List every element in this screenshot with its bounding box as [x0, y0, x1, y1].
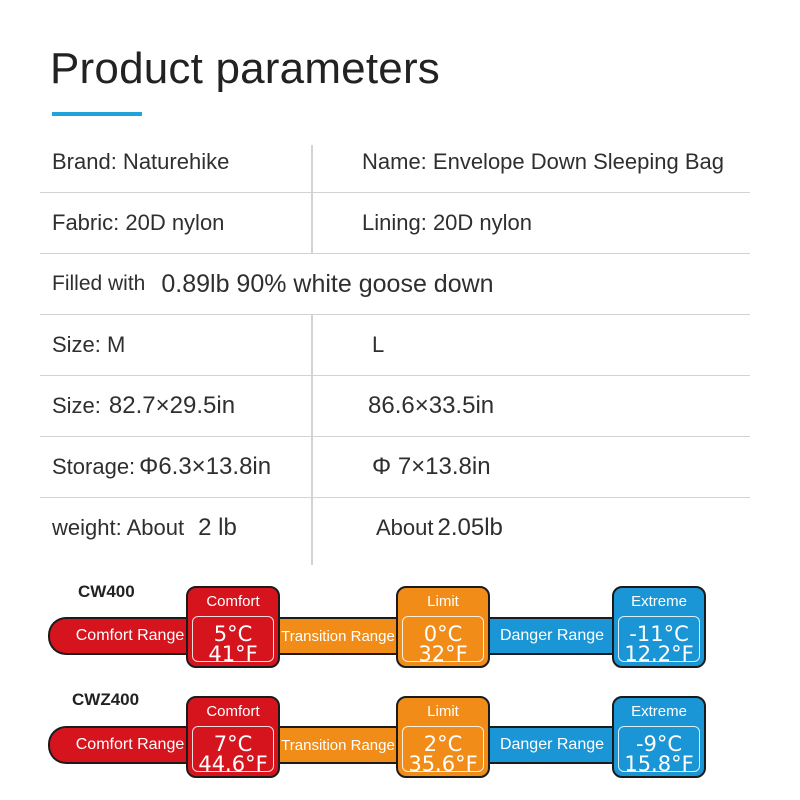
weight-m-value: 2 lb	[198, 514, 237, 541]
weight-l-prefix: About	[376, 515, 434, 540]
storage-l-value: Φ 7×13.8in	[372, 453, 491, 480]
storage-m-cell	[52, 437, 271, 497]
table-row	[40, 132, 750, 193]
danger-range-band: Danger Range	[490, 726, 614, 764]
comfort-celsius: 5°C	[213, 622, 253, 646]
comfort-celsius: 7°C	[213, 732, 253, 756]
table-row	[40, 437, 750, 498]
filled-label: Filled with	[52, 272, 146, 295]
parameters-table	[40, 132, 750, 558]
transition-range-band: Transition Range	[276, 617, 400, 655]
comfort-inner-frame	[192, 616, 274, 662]
extreme-box	[612, 696, 706, 778]
temperature-rating-cw400	[40, 582, 760, 682]
extreme-fahrenheit: 15.8°F	[624, 752, 694, 776]
comfort-head: Comfort	[206, 593, 260, 610]
brand-cell: Brand: Naturehike	[52, 149, 230, 174]
limit-box	[396, 586, 490, 668]
extreme-inner-frame	[618, 616, 700, 662]
limit-inner-frame	[402, 726, 484, 772]
dimension-m-value: 82.7×29.5in	[108, 392, 236, 419]
comfort-box	[186, 586, 280, 668]
weight-m-cell	[52, 498, 237, 558]
comfort-fahrenheit: 41°F	[208, 642, 258, 666]
table-row	[40, 498, 750, 558]
limit-celsius: 0°C	[423, 622, 463, 646]
rating-bar	[40, 690, 760, 790]
limit-box	[396, 696, 490, 778]
temperature-rating-cwz400	[40, 690, 760, 790]
weight-l-value: 2.05lb	[437, 514, 503, 541]
page-title: Product parameters	[50, 44, 440, 93]
table-row	[40, 315, 750, 376]
comfort-fahrenheit: 44.6°F	[198, 752, 268, 776]
dimension-label: Size:	[52, 393, 101, 418]
danger-range-band: Danger Range	[490, 617, 614, 655]
transition-range-band: Transition Range	[276, 726, 400, 764]
table-row	[40, 254, 750, 315]
dimension-l-cell	[368, 376, 494, 436]
comfort-range-band: Comfort Range	[48, 726, 210, 764]
storage-label: Storage:	[52, 454, 136, 479]
storage-l-cell	[372, 437, 491, 497]
comfort-inner-frame	[192, 726, 274, 772]
dimension-m-cell	[52, 376, 235, 436]
extreme-fahrenheit: 12.2°F	[624, 642, 694, 666]
extreme-celsius: -9°C	[635, 732, 683, 756]
name-cell: Name: Envelope Down Sleeping Bag	[362, 149, 725, 174]
comfort-box	[186, 696, 280, 778]
model-label: CW400	[78, 582, 135, 601]
limit-celsius: 2°C	[423, 732, 463, 756]
extreme-head: Extreme	[631, 703, 687, 720]
extreme-head: Extreme	[631, 593, 687, 610]
model-label: CWZ400	[72, 690, 140, 709]
title-accent-bar	[52, 112, 142, 116]
limit-head: Limit	[427, 593, 459, 610]
rating-bar	[40, 582, 760, 682]
comfort-range-band: Comfort Range	[48, 617, 210, 655]
comfort-head: Comfort	[206, 703, 260, 720]
fabric-cell: Fabric: 20D nylon	[52, 210, 225, 235]
extreme-box	[612, 586, 706, 668]
limit-fahrenheit: 35.6°F	[408, 752, 478, 776]
filled-value: 0.89lb 90% white goose down	[161, 269, 494, 298]
limit-head: Limit	[427, 703, 459, 720]
dimension-l-value: 86.6×33.5in	[368, 392, 495, 419]
filled-cell	[52, 254, 500, 314]
extreme-celsius: -11°C	[629, 622, 689, 646]
table-row	[40, 193, 750, 254]
lining-cell: Lining: 20D nylon	[362, 210, 533, 235]
weight-label: weight: About	[52, 515, 185, 540]
limit-fahrenheit: 32°F	[418, 642, 468, 666]
extreme-inner-frame	[618, 726, 700, 772]
size-m-cell: Size: M	[52, 332, 126, 357]
size-l-cell: L	[372, 332, 385, 357]
table-row	[40, 376, 750, 437]
storage-m-value: Φ6.3×13.8in	[139, 453, 272, 480]
weight-l-cell	[376, 498, 503, 558]
limit-inner-frame	[402, 616, 484, 662]
